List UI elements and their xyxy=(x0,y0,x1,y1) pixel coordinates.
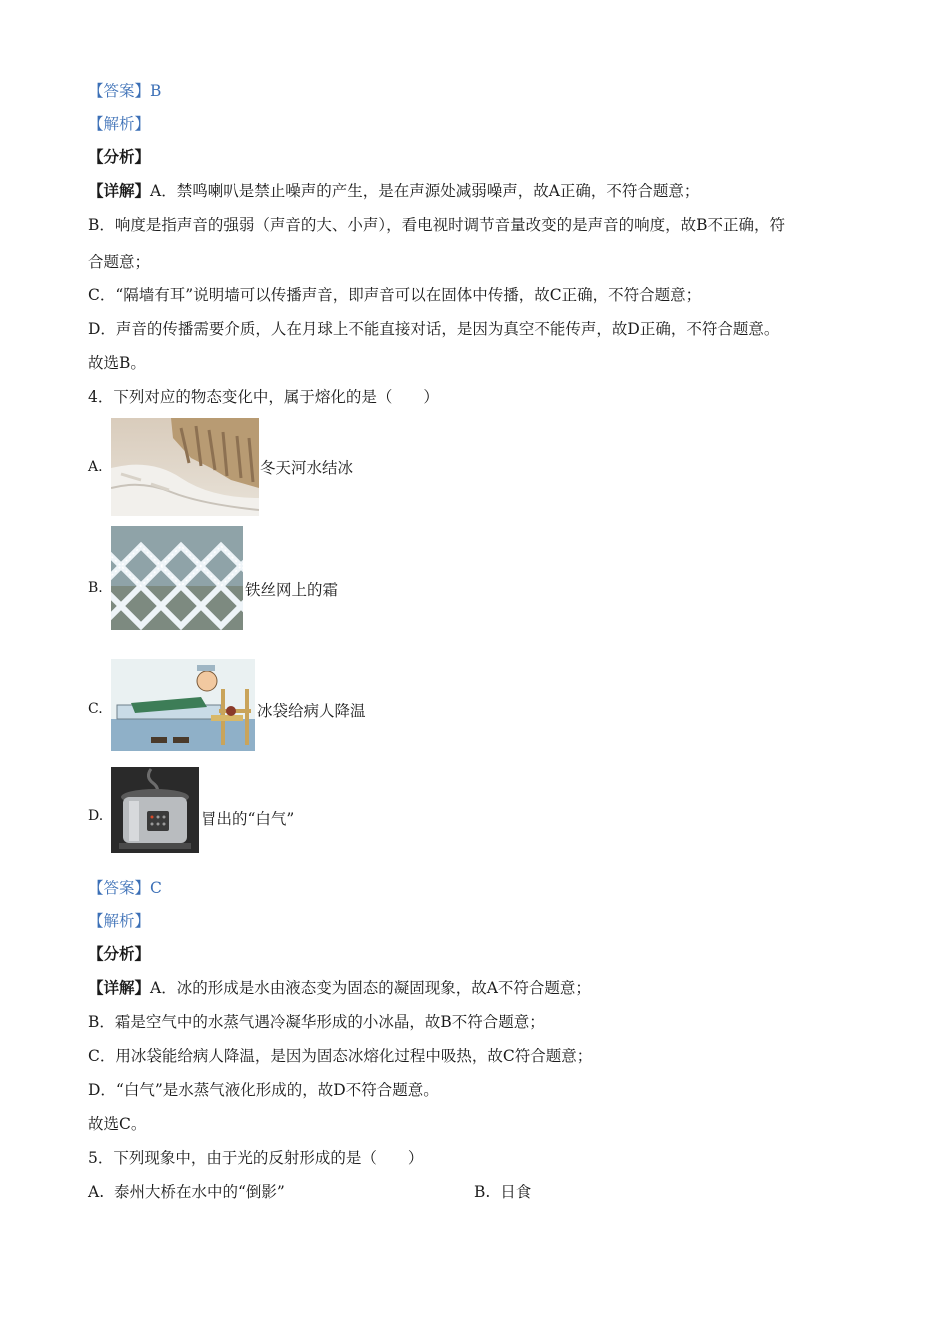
q5-option-a: A. 泰州大桥在水中的“倒影” xyxy=(88,1183,285,1201)
q3-detail-d: D．声音的传播需要介质，人在月球上不能直接对话，是因为真空不能传声，故D正确，不符合题意。 xyxy=(88,320,780,338)
q4-option-c-label: C. xyxy=(88,701,103,717)
q4-analysis-tag: 【解析】 xyxy=(88,912,151,930)
q4-option-c-text: 冰袋给病人降温 xyxy=(257,702,366,720)
q4-option-a-label: A. xyxy=(88,459,103,475)
frozen-river-image xyxy=(111,418,259,516)
q3-answer: 【答案】B xyxy=(88,82,162,100)
ice-bag-patient-image xyxy=(111,659,255,751)
pressure-cooker-image xyxy=(111,767,199,853)
q3-choose: 故选B。 xyxy=(88,354,146,372)
q4-detail-d: D．“白气”是水蒸气液化形成的，故D不符合题意。 xyxy=(88,1081,439,1099)
q4-question: 4．下列对应的物态变化中，属于熔化的是（ ） xyxy=(88,388,439,406)
q5-option-b: B. 日食 xyxy=(474,1183,532,1201)
q4-option-b-text: 铁丝网上的霜 xyxy=(245,581,339,599)
q4-option-d-label: D. xyxy=(88,808,104,824)
frost-wire-image xyxy=(111,526,243,630)
q3-detail-a: 【详解】A．禁鸣喇叭是禁止噪声的产生，是在声源处减弱噪声，故A正确，不符合题意； xyxy=(88,181,700,200)
q4-option-d-text: 冒出的“白气” xyxy=(201,810,295,828)
q3-detail-b-line1: B．响度是指声音的强弱（声音的大、小声），看电视时调节音量改变的是声音的响度，故B不正确，符 xyxy=(88,216,786,234)
q5-question: 5．下列现象中，由于光的反射形成的是（ ） xyxy=(88,1149,424,1167)
q4-option-a-text: 冬天河水结冰 xyxy=(260,459,354,477)
q4-choose: 故选C。 xyxy=(88,1115,147,1133)
q4-fenxi-tag: 【分析】 xyxy=(88,944,151,963)
q3-detail-b-line2: 合题意； xyxy=(88,253,151,271)
q4-detail-b: B．霜是空气中的水蒸气遇冷凝华形成的小冰晶，故B不符合题意； xyxy=(88,1013,545,1031)
q4-detail-c: C．用冰袋能给病人降温，是因为固态冰熔化过程中吸热，故C符合题意； xyxy=(88,1047,593,1065)
q4-answer: 【答案】C xyxy=(88,879,162,897)
q4-option-b-label: B. xyxy=(88,580,103,596)
q3-analysis-tag: 【解析】 xyxy=(88,115,151,133)
q3-fenxi-tag: 【分析】 xyxy=(88,147,151,166)
q4-detail-a: 【详解】A．冰的形成是水由液态变为固态的凝固现象，故A不符合题意； xyxy=(88,978,591,997)
q3-detail-c: C．“隔墙有耳”说明墙可以传播声音，即声音可以在固体中传播，故C正确，不符合题意； xyxy=(88,286,702,304)
